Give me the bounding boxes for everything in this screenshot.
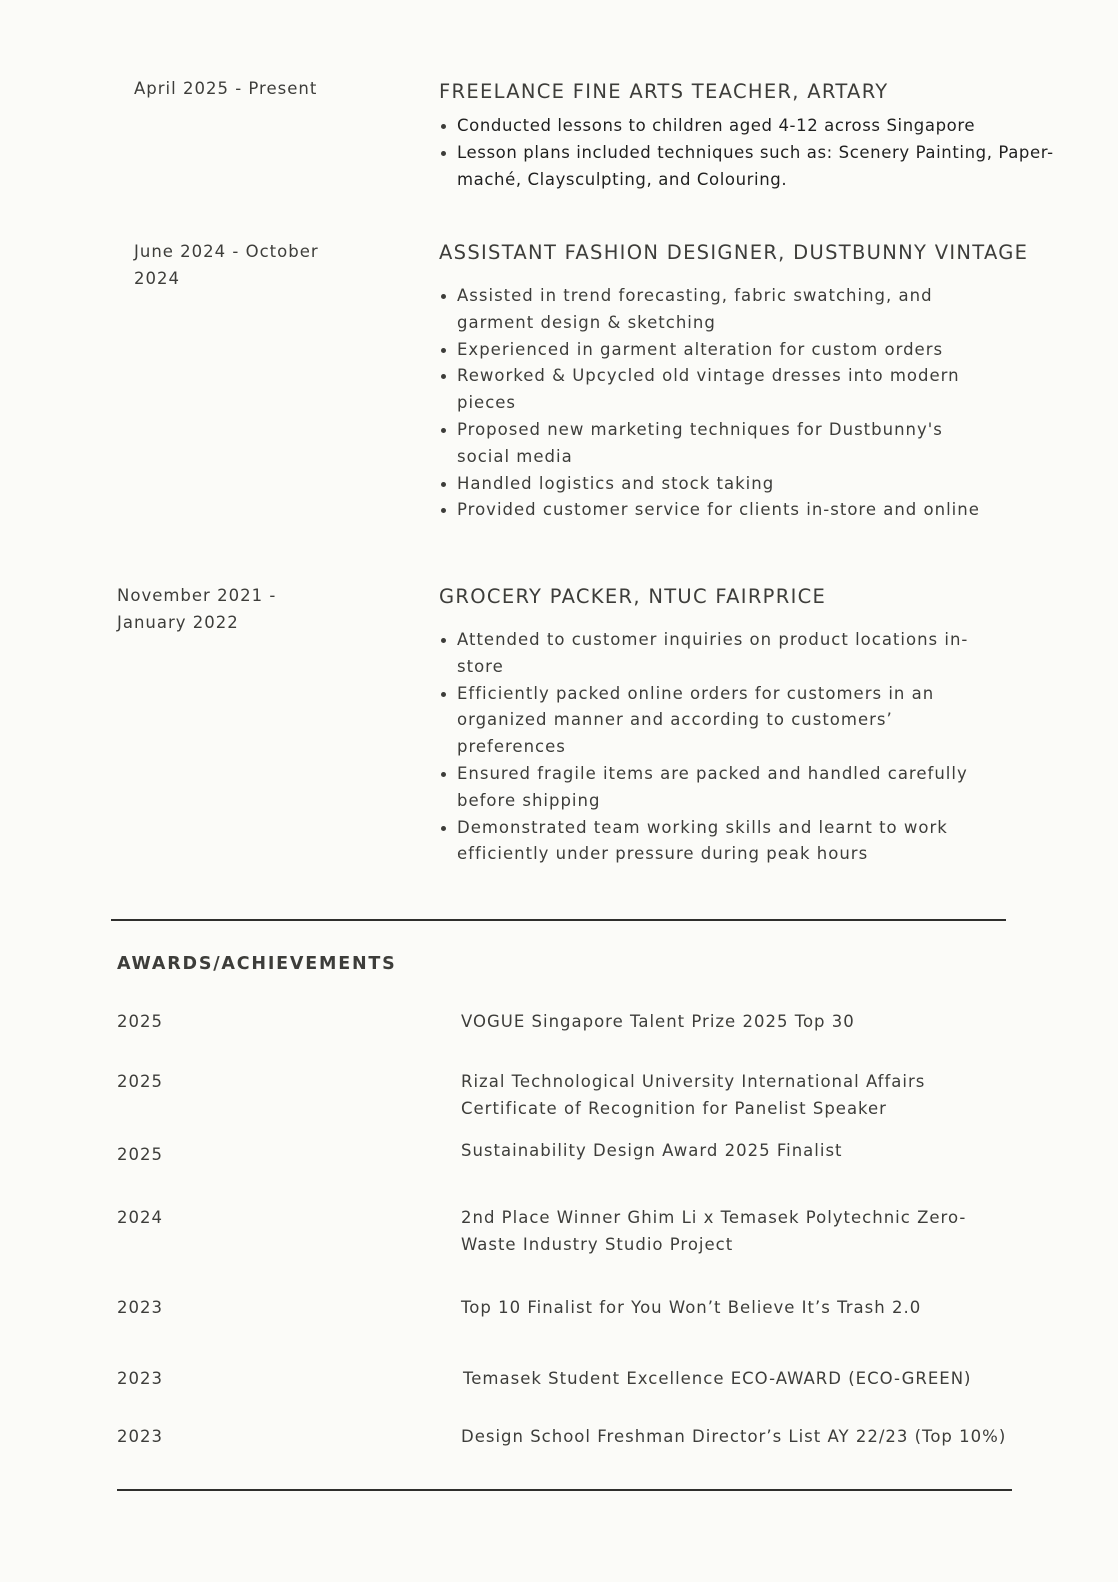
list-item: Experienced in garment alteration for custom orders xyxy=(457,337,1002,364)
section-title: AWARDS/ACHIEVEMENTS xyxy=(117,954,397,974)
list-item: Provided customer service for clients in-store and online xyxy=(457,497,1002,524)
award-text: Sustainability Design Award 2025 Finalist xyxy=(461,1141,843,1160)
award-year: 2025 xyxy=(117,1145,163,1164)
job-date: June 2024 - October 2024 xyxy=(134,242,319,288)
award-text: Design School Freshman Director’s List AY 22/23 (Top 10%) xyxy=(461,1427,1007,1446)
section-divider xyxy=(111,919,1006,921)
job-title: ASSISTANT FASHION DESIGNER, DUSTBUNNY VINTAGE xyxy=(439,241,1029,264)
award-year: 2025 xyxy=(117,1012,163,1031)
job-bullets xyxy=(439,113,1067,193)
list-item: Efficiently packed online orders for customers in an organized manner and according to customers’ preferences xyxy=(457,681,1002,761)
list-item: Assisted in trend forecasting, fabric swatching, and garment design & sketching xyxy=(457,283,1002,337)
award-year: 2024 xyxy=(117,1208,163,1227)
award-text: VOGUE Singapore Talent Prize 2025 Top 30 xyxy=(461,1012,855,1031)
award-text: Rizal Technological University International Affairs Certificate of Recognition for Panelist Speaker xyxy=(461,1072,926,1118)
job-date: November 2021 - January 2022 xyxy=(117,586,277,632)
list-item: Proposed new marketing techniques for Dustbunny's social media xyxy=(457,417,1002,471)
list-item: Demonstrated team working skills and learnt to work efficiently under pressure during peak hours xyxy=(457,815,1002,869)
job-date: April 2025 - Present xyxy=(134,79,318,98)
job-bullets xyxy=(439,283,1002,524)
job-bullets xyxy=(439,627,1002,868)
award-year: 2025 xyxy=(117,1072,163,1091)
list-item: Handled logistics and stock taking xyxy=(457,471,1002,498)
award-text: Temasek Student Excellence ECO-AWARD (ECO-GREEN) xyxy=(463,1369,972,1388)
job-title: FREELANCE FINE ARTS TEACHER, ARTARY xyxy=(439,80,889,103)
award-year: 2023 xyxy=(117,1427,163,1446)
job-title: GROCERY PACKER, NTUC FAIRPRICE xyxy=(439,585,827,608)
list-item: Reworked & Upcycled old vintage dresses into modern pieces xyxy=(457,363,1002,417)
list-item: Attended to customer inquiries on product locations in-store xyxy=(457,627,1002,681)
list-item: Lesson plans included techniques such as: Scenery Painting, Paper-maché, Claysculpting, and Colouring. xyxy=(457,140,1067,194)
award-year: 2023 xyxy=(117,1298,163,1317)
list-item: Conducted lessons to children aged 4-12 across Singapore xyxy=(457,113,1067,140)
section-divider xyxy=(117,1489,1012,1491)
award-text: 2nd Place Winner Ghim Li x Temasek Polytechnic Zero-Waste Industry Studio Project xyxy=(461,1208,967,1254)
award-year: 2023 xyxy=(117,1369,163,1388)
award-text: Top 10 Finalist for You Won’t Believe It’s Trash 2.0 xyxy=(461,1298,922,1317)
list-item: Ensured fragile items are packed and handled carefully before shipping xyxy=(457,761,1002,815)
